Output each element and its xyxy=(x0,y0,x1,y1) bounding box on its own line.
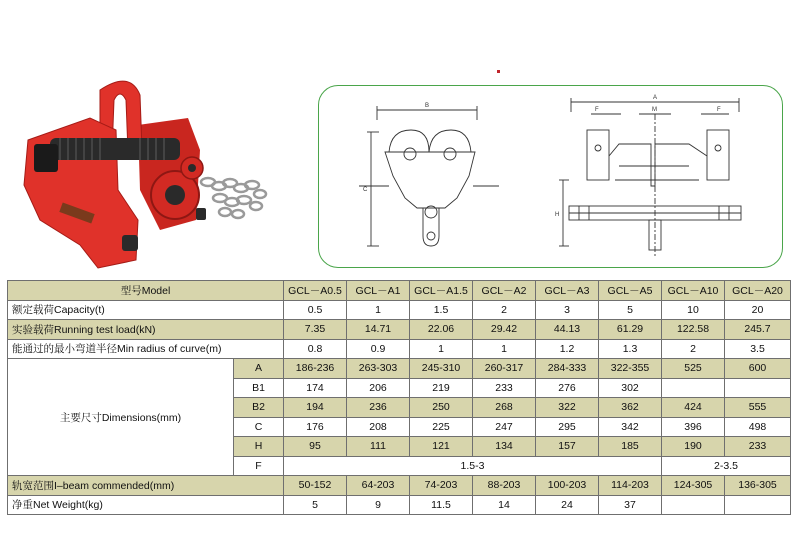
table-cell: 498 xyxy=(725,417,791,437)
table-cell: 122.58 xyxy=(662,320,725,340)
table-cell: 111 xyxy=(347,437,410,457)
table-cell: 0.8 xyxy=(284,339,347,359)
table-cell: 44.13 xyxy=(536,320,599,340)
table-cell: 302 xyxy=(599,378,662,398)
table-cell: 37 xyxy=(599,495,662,515)
min-radius-label: 能通过的最小弯道半径Min radius of curve(m) xyxy=(8,339,284,359)
table-cell: 114-203 xyxy=(599,476,662,496)
model-row xyxy=(8,281,791,301)
table-cell: 1 xyxy=(410,339,473,359)
test-load-row xyxy=(8,320,791,340)
table-cell: 250 xyxy=(410,398,473,418)
table-cell: 61.29 xyxy=(599,320,662,340)
model-cell: GCL－A10 xyxy=(662,281,725,301)
model-cell: GCL－A2 xyxy=(473,281,536,301)
table-cell: 74-203 xyxy=(410,476,473,496)
model-cell: GCL－A1 xyxy=(347,281,410,301)
table-cell: 88-203 xyxy=(473,476,536,496)
trolley-photo xyxy=(20,70,295,270)
table-cell: 136-305 xyxy=(725,476,791,496)
table-cell: 1.2 xyxy=(536,339,599,359)
table-cell: 20 xyxy=(725,300,791,320)
table-cell xyxy=(725,495,791,515)
dimensions-label: 主要尺寸Dimensions(mm) xyxy=(8,359,234,476)
table-cell: 24 xyxy=(536,495,599,515)
table-cell: 396 xyxy=(662,417,725,437)
dim-key: C xyxy=(234,417,284,437)
table-cell: 263-303 xyxy=(347,359,410,379)
accent-mark xyxy=(497,70,500,73)
table-cell: 1 xyxy=(473,339,536,359)
table-cell: 157 xyxy=(536,437,599,457)
table-cell: 555 xyxy=(725,398,791,418)
dim-key: B1 xyxy=(234,378,284,398)
table-cell: 2-3.5 xyxy=(662,456,791,476)
table-cell: 10 xyxy=(662,300,725,320)
table-cell: 9 xyxy=(347,495,410,515)
table-cell: 0.5 xyxy=(284,300,347,320)
table-cell: 2 xyxy=(473,300,536,320)
capacity-label: 额定载荷Capacity(t) xyxy=(8,300,284,320)
table-cell: 5 xyxy=(599,300,662,320)
table-cell: 5 xyxy=(284,495,347,515)
table-cell: 29.42 xyxy=(473,320,536,340)
table-cell: 121 xyxy=(410,437,473,457)
model-cell: GCL－A1.5 xyxy=(410,281,473,301)
label-side-c: C xyxy=(363,187,368,193)
table-cell: 424 xyxy=(662,398,725,418)
ibeam-row xyxy=(8,476,791,496)
model-header: 型号Model xyxy=(8,281,284,301)
table-cell: 50-152 xyxy=(284,476,347,496)
table-cell: 276 xyxy=(536,378,599,398)
table-cell: 0.9 xyxy=(347,339,410,359)
table-cell: 206 xyxy=(347,378,410,398)
table-cell: 225 xyxy=(410,417,473,437)
dim-key: F xyxy=(234,456,284,476)
weight-label: 净重Net Weight(kg) xyxy=(8,495,284,515)
chain-icon xyxy=(201,178,266,218)
table-cell: 14 xyxy=(473,495,536,515)
label-side-b: B xyxy=(425,103,430,109)
table-cell: 134 xyxy=(473,437,536,457)
table-cell: 1 xyxy=(347,300,410,320)
drawing-svg xyxy=(319,86,784,269)
min-radius-row xyxy=(8,339,791,359)
table-cell xyxy=(662,495,725,515)
label-front-m: M xyxy=(652,107,657,113)
dim-key: A xyxy=(234,359,284,379)
weight-row xyxy=(8,495,791,515)
table-cell: 284-333 xyxy=(536,359,599,379)
model-cell: GCL－A0.5 xyxy=(284,281,347,301)
label-front-f-left: F xyxy=(595,107,599,113)
table-cell: 245.7 xyxy=(725,320,791,340)
table-cell: 322 xyxy=(536,398,599,418)
model-cell: GCL－A3 xyxy=(536,281,599,301)
table-cell: 14.71 xyxy=(347,320,410,340)
ibeam-label: 轨宽范围I–beam commended(mm) xyxy=(8,476,284,496)
table-cell: 64-203 xyxy=(347,476,410,496)
label-front-h: H xyxy=(555,212,560,218)
spec-table xyxy=(7,280,791,515)
table-cell: 124-305 xyxy=(662,476,725,496)
table-cell: 1.5-3 xyxy=(284,456,662,476)
table-cell: 3.5 xyxy=(725,339,791,359)
table-cell: 236 xyxy=(347,398,410,418)
table-cell: 260-317 xyxy=(473,359,536,379)
table-cell: 342 xyxy=(599,417,662,437)
table-cell: 1.5 xyxy=(410,300,473,320)
model-cell: GCL－A20 xyxy=(725,281,791,301)
capacity-row xyxy=(8,300,791,320)
table-cell: 194 xyxy=(284,398,347,418)
label-front-a: A xyxy=(653,95,658,101)
table-cell: 295 xyxy=(536,417,599,437)
table-cell: 174 xyxy=(284,378,347,398)
dim-key: B2 xyxy=(234,398,284,418)
table-cell: 11.5 xyxy=(410,495,473,515)
table-cell: 95 xyxy=(284,437,347,457)
model-cell: GCL－A5 xyxy=(599,281,662,301)
table-cell: 233 xyxy=(725,437,791,457)
dim-row-a xyxy=(8,359,791,379)
table-cell: 219 xyxy=(410,378,473,398)
table-cell: 322-355 xyxy=(599,359,662,379)
table-cell: 2 xyxy=(662,339,725,359)
technical-drawing xyxy=(318,85,783,268)
table-cell: 268 xyxy=(473,398,536,418)
dim-key: H xyxy=(234,437,284,457)
table-cell: 600 xyxy=(725,359,791,379)
table-cell xyxy=(662,378,725,398)
table-cell: 190 xyxy=(662,437,725,457)
table-cell: 176 xyxy=(284,417,347,437)
table-cell: 3 xyxy=(536,300,599,320)
table-cell: 525 xyxy=(662,359,725,379)
table-cell xyxy=(725,378,791,398)
test-load-label: 实验载荷Running test load(kN) xyxy=(8,320,284,340)
table-cell: 22.06 xyxy=(410,320,473,340)
label-front-f-right: F xyxy=(717,107,721,113)
table-cell: 186-236 xyxy=(284,359,347,379)
table-cell: 7.35 xyxy=(284,320,347,340)
table-cell: 1.3 xyxy=(599,339,662,359)
table-cell: 247 xyxy=(473,417,536,437)
table-cell: 245-310 xyxy=(410,359,473,379)
table-cell: 362 xyxy=(599,398,662,418)
table-cell: 233 xyxy=(473,378,536,398)
table-cell: 100-203 xyxy=(536,476,599,496)
table-cell: 208 xyxy=(347,417,410,437)
table-cell: 185 xyxy=(599,437,662,457)
